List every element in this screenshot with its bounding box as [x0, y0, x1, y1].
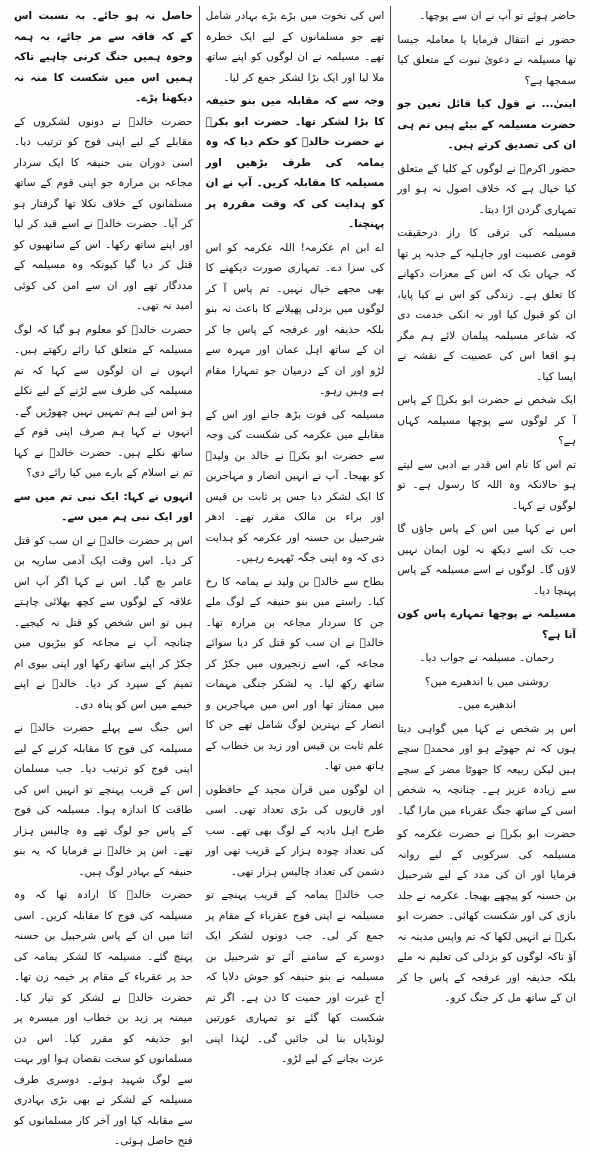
paragraph: اس جنگ سے پہلے حضرت خالدؓ نے مسیلمہ کی فوج کا مقابلہ کرنے کے لیے اپنی فوج کو ترتیب دیا۔ جب مسلمان اس کے قریب پہنچے تو انہیں اس کی طاقت کا اندازہ ہوا۔ مسیلمہ کی فوج کے پاس جو لوگ تھے وہ چالیس ہزار تھے۔ اس پر خالدؓ نے فرمایا کہ یہ بنو حنیفہ کے بہادر لوگ ہیں۔ [13, 722, 193, 878]
paragraph: ان لوگوں میں قرآن مجید کے حافظوں اور قاریوں کی بڑی تعداد تھی۔ اسی طرح اہل بادیہ کے لوگ بھی تھے۔ سب کی تعداد چودہ ہزار کے قریب تھی اور دشمن کی تعداد چالیس ہزار تھی۔ [205, 783, 385, 878]
paragraph: وجہ سے کہ مقابلہ میں بنو حنیفہ کا بڑا لشکر تھا۔ حضرت ابو بکرؓ نے حضرت خالدؓ کو حکم دیا کہ وہ یمامہ کی طرف بڑھیں اور مسیلمہ کا مقابلہ کریں۔ آپ نے ان کو ہدایت کی کہ وقت مقررہ پر پہنچنا۔ [205, 95, 385, 230]
paragraph: حضرت خالدؓ نے دونوں لشکروں کے مقابلے کے لیے اپنی فوج کو ترتیب دیا۔ اسی دوران بنی حنیفہ کا ایک سردار مجاعہ بن مرارہ جو اپنی قوم کے ساتھ مسلمانوں کے خلاف نکلا تھا گرفتار ہو کر آیا۔ حضرت خالدؓ نے اسے قید کر لیا اور اپنے ساتھ رکھا۔ اس کے ساتھیوں کو قتل کر دیا گیا کیونکہ وہ مسیلمہ کے مددگار تھے اور ان سے امن کی کوئی امید نہ تھی۔ [13, 115, 193, 312]
paragraph: رحمان۔ مسیلمہ نے جواب دیا۔ [419, 652, 554, 664]
paragraph: اس پر شخص نے کہا میں گواہی دیتا ہوں کہ تم جھوٹے ہو اور محمدؐ سچے ہیں لیکن ربیعہ کا جھوٹا مضر کے سچے سے زیادہ عزیز ہے۔ چنانچہ یہ شخص اسی کے ساتھ جنگ عقرباء میں مارا گیا۔ [397, 722, 576, 817]
paragraph: اس نے کہا میں اس کے پاس جاؤں گا جب تک اسے دیکھ نہ لوں ایمان نہیں لاؤں گا۔ لوگوں نے اسے مسیلمہ کے پاس پہنچا دیا۔ [397, 523, 576, 597]
paragraph: حضرت خالدؓ کا ارادہ تھا کہ وہ مسیلمہ کی فوج کا مقابلہ کریں۔ اسی اثنا میں ان کے پاس شرحبیل بن حسنہ پہنچ گئے۔ مسیلمہ کا لشکر یمامہ کی حد پر عقرباء کے مقام پر خیمہ زن تھا۔ حضرت خالدؓ نے لشکر کو تیار کیا۔ میمنہ پر زید بن خطاب اور میسرہ پر ابو حذیفہ کو مقرر کیا۔ اس دن مسلمانوں کو سخت نقصان ہوا اور بہت سے لوگ شہید ہوئے۔ دوسری طرف مسیلمہ کے لشکر نے بھی بڑی بہادری سے مقابلہ کیا اور آخر کار مسلمانوں کو فتح حاصل ہوئی۔ [13, 889, 193, 1147]
paragraph: انہوں نے کہا: ایک نبی تم میں سے اور ایک نبی ہم میں سے۔ [13, 490, 193, 523]
paragraph: ایک شخص نے حضرت ابو بکرؓ کے پاس آ کر لوگوں سے پوچھا مسیلمہ کہاں ہے؟ [397, 394, 576, 447]
paragraph: ابنیٰ... نے قول کیا قائل تعین جو حضرت مسیلمہ کے بیٹے ہیں تم ہی ان کی تصدیق کرتے ہیں۔ [397, 98, 576, 151]
paragraph: حضور نے انتقال فرمایا یا معاملہ جیسا تھا مسیلمہ نے دعویٰ نبوت کے متعلق کیا سمجھا ہے؟ [397, 33, 576, 87]
paragraph: مسیلمہ کی قوت بڑھ جانے اور اس کے مقابلے میں عکرمہ کی شکست کی وجہ سے حضرت ابو بکرؓ نے خالد بن ولیدؓ کو بھیجا۔ آپ نے انہیں انصار و مہاجرین کا ایک لشکر دیا جس پر ثابت بن قیس اور براء بن مالک مقرر تھے۔ ادھر شرحبیل بن حسنہ اور عکرمہ کو ہدایت دی کہ وہ اپنی جگہ ٹھہرے رہیں۔ [205, 408, 385, 564]
paragraph: اے ابن ام عکرمہ! اللہ عکرمہ کو اس کی سزا دے۔ تمہاری صورت دیکھنے کا بھی مجھے خیال نہیں۔ تم پاس آ کر لوگوں میں بزدلی پھیلانے کا باعث نہ بنو بلکہ حذیفہ اور عرفجہ کے پاس جا کر ان کے ساتھ اہل عمان اور مہرہ سے لڑو اور ان کے درمیان جو تمہارا مقام ہے وہیں رہو۔ [205, 241, 385, 397]
paragraph: حضرت خالدؓ کو معلوم ہو گیا کہ لوگ مسیلمہ کے متعلق کیا رائے رکھتے ہیں۔ انہوں نے ان لوگوں سے کہا کہ تم مسیلمہ کی طرف سے لڑنے کے لیے نکلے ہو اس لیے ہم تمہیں نہیں چھوڑیں گے۔ انہوں نے کہا ہم صرف اپنی قوم کے ساتھ نکلے ہیں۔ حضرت خالدؓ نے کہا تم نے اسلام کے بارے میں کیا رائے دی؟ [13, 323, 193, 479]
paragraph: حاصل نہ ہو جائے۔ بہ نسبت اس کے کہ فاقہ سے مر جائے، بہ ہمہ وجوہ ہمیں جنگ کرنی چاہیے تاکہ ہمیں اس میں شکست کا منہ نہ دیکھنا پڑے۔ [13, 10, 193, 104]
paragraph: روشنی میں یا اندھیرے میں؟ [424, 675, 549, 688]
paragraph: حاضر ہوئے تو آپ نے ان سے پوچھا۔ [419, 10, 576, 22]
paragraph: اس کی نخوت میں بڑے بڑے بہادر شامل تھے جو مسلمانوں کے لیے ایک خطرہ تھے۔ مسیلمہ نے ان لوگوں کو اپنے ساتھ ملا لیا اور ایک بڑا لشکر جمع کر لیا۔ [205, 10, 385, 84]
middle-column [200, 6, 392, 1065]
paragraph: مسیلمہ کی ترقی کا راز درحقیقت قومی عصبیت اور جاہلیہ کے جذبہ پر تھا کہ جہاں تک کہ اس کے معزات دکھانے کا تعلق ہے۔ زندگی کو اس نے کیا پایا، ان کو قبول کیا اور نہ انکی خدمت دی کہ شاعر مسیلمہ پیلمان لائے ہم مگر ہو اقعا اس کی عصبیت کے نقشہ نے ایسا کیا۔ [397, 227, 576, 383]
paragraph: تم اس کا نام اس قدر بے ادبی سے لیتے ہو حالانکہ وہ اللہ کا رسول ہے۔ تو لوگوں نے کہا۔ [397, 458, 576, 512]
paragraph: اندھیرے میں۔ [457, 699, 517, 711]
paragraph: اس پر حضرت خالدؓ نے ان سب کو قتل کر دیا۔ اس وقت ایک آدمی ساریہ بن عامر بچ گیا۔ اس نے کہا اگر آپ اس علاقہ کے لوگوں سے کچھ بھلائی چاہتے ہیں تو اس شخص کو قتل نہ کیجیے۔ چنانچہ آپ نے مجاعہ کو بیڑیوں میں جکڑ کر اپنے ساتھ رکھا اور اپنی بیوی ام تمیم کے سپرد کر دیا۔ خالدؓ نے اپنے خیمے میں اس کو پناہ دی۔ [13, 534, 193, 711]
paragraph: حضور اکرمؐ نے لوگوں کے کلیا کے متعلق کیا خیال ہے کہ خلاف اصول نہ ہو اور تمہاری گردن اڑا دیتا۔ [397, 162, 576, 216]
left-column [8, 6, 200, 1147]
paragraph: جب خالدؓ یمامہ کے قریب پہنچے تو مسیلمہ نے اپنی فوج عقرباء کے مقام پر جمع کر لی۔ جب دونوں لشکر ایک دوسرے کے سامنے آئے تو شرحبیل بن مسیلمہ نے بنو حنیفہ کو جوش دلایا کہ آج غیرت اور حمیت کا دن ہے۔ اگر تم شکست کھا گئے تو تمہاری عورتیں لونڈیاں بنا لی جائیں گی۔ لہٰذا اپنی عزت بچانے کے لیے لڑو۔ [205, 889, 385, 1065]
paragraph: بطاح سے خالدؓ بن ولید نے یمامہ کا رخ کیا۔ راستے میں بنو حنیفہ کے لوگ ملے جن کا سردار مجاعہ بن مرارہ تھا۔ خالدؓ نے ان سب کو قتل کر دیا سوائے مجاعہ کے، اسے زنجیروں میں جکڑ کر ساتھ رکھ لیا۔ یہ لشکر جنگی مہمات میں ممتاز تھا اور اس میں مہاجرین و انصار کے بہترین لوگ شامل تھے جن کا علم ثابت بن قیس اور زید بن خطاب کے ہاتھ میں تھا۔ [205, 575, 385, 772]
paragraph: مسیلمہ نے پوچھا تمہارے پاس کون آتا ہے؟ [397, 608, 576, 641]
paragraph: حضرت ابو بکرؓ نے حضرت عکرمہ کو مسیلمہ کی سرکوبی کے لیے روانہ فرمایا اور ان کی مدد کے لیے شرحبیل بن حسنہ کو پیچھے بھیجا۔ عکرمہ نے جلد بازی کی اور شکست کھائی۔ حضرت ابو بکرؓ نے انہیں لکھا کہ تم واپس مدینہ نہ آؤ تاکہ لوگوں کو بزدلی کی تعلیم نہ ملے بلکہ حذیفہ اور عرفجہ کے پاس جا کر ان کے ساتھ مل کر جنگ کرو۔ [397, 828, 576, 1004]
right-column [391, 6, 582, 1004]
